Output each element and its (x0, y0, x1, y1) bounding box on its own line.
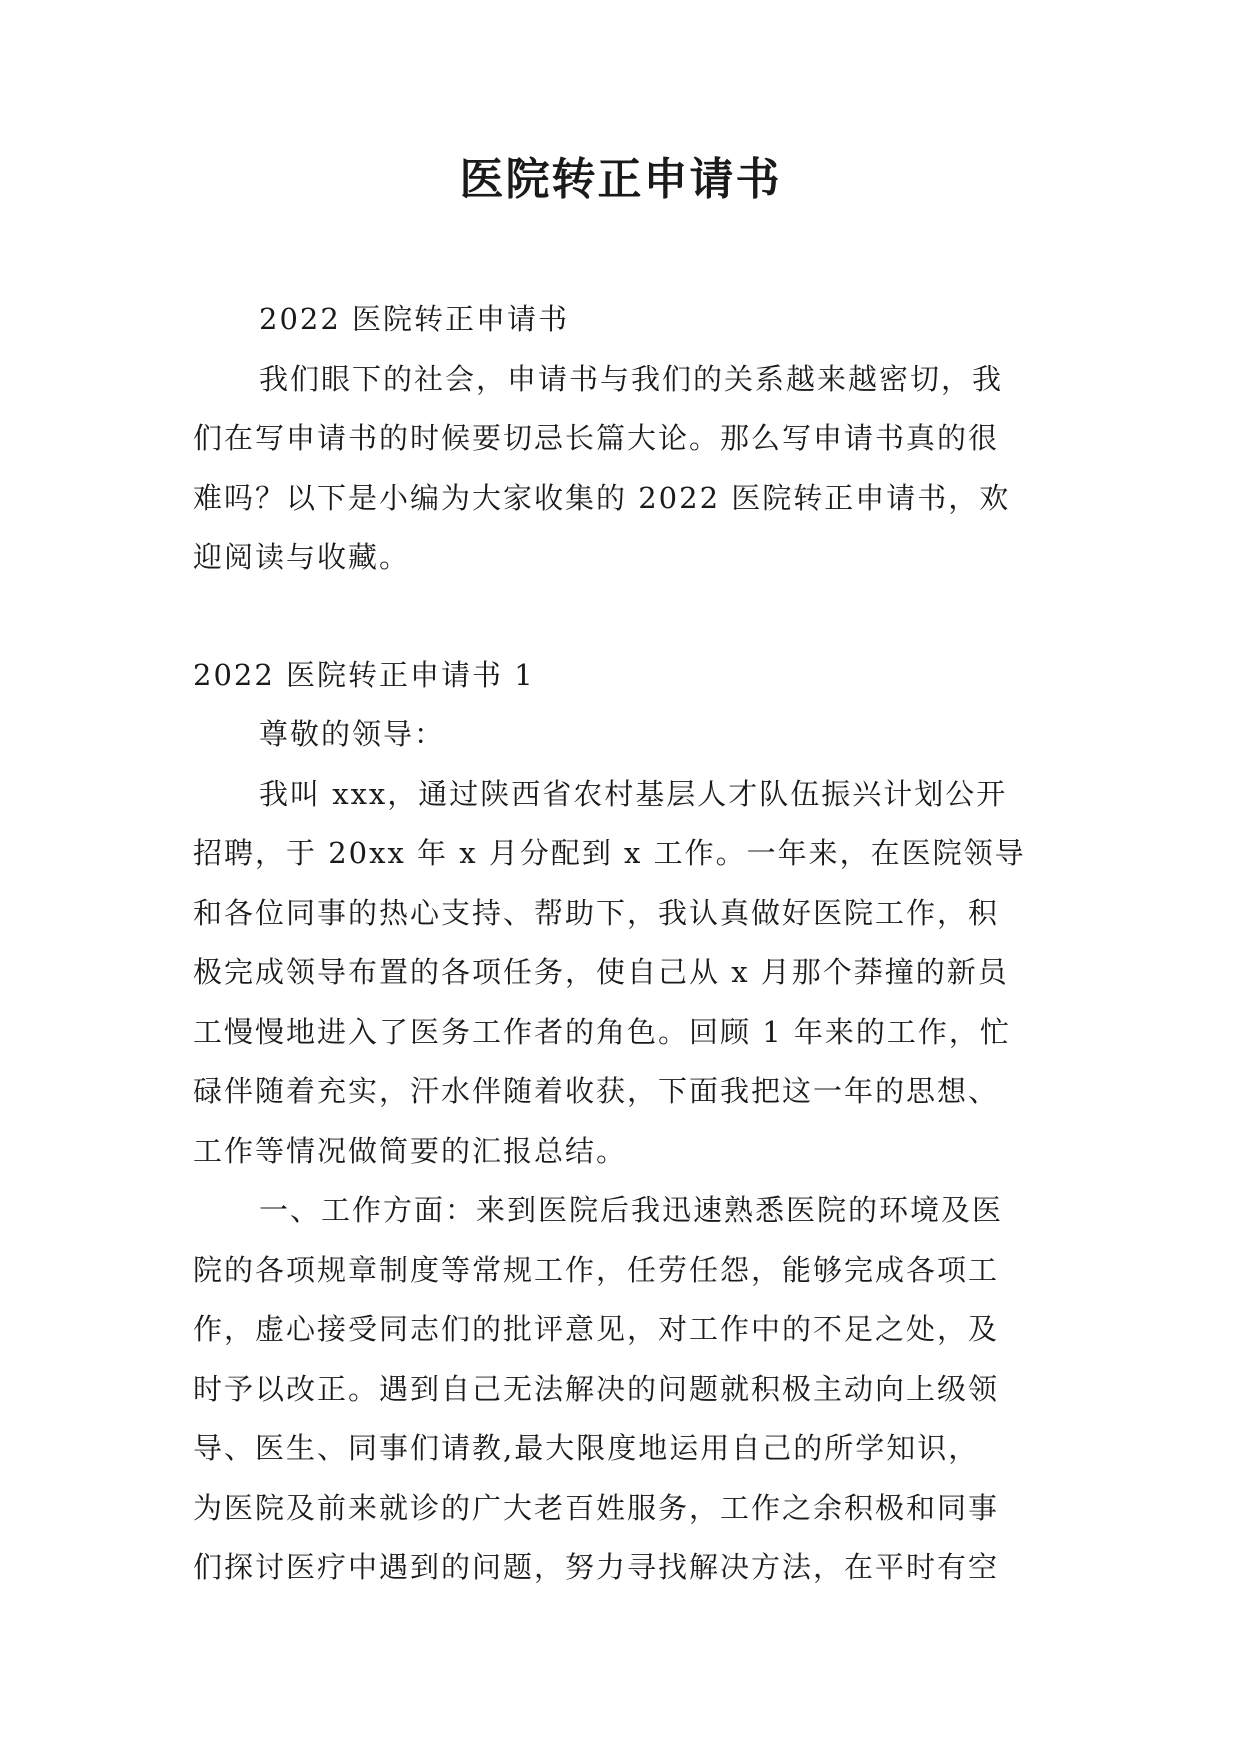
text-line: 们探讨医疗中遇到的问题，努力寻找解决方法，在平时有空 (193, 1550, 1000, 1584)
text-line: 我叫 xxx，通过陕西省农村基层人才队伍振兴计划公开 (259, 776, 1008, 811)
document-title: 医院转正申请书 (459, 154, 782, 205)
text-line: 迎阅读与收藏。 (193, 540, 411, 574)
section-heading: 2022 医院转正申请书 1 (193, 657, 535, 692)
text-line: 作，虚心接受同志们的批评意见，对工作中的不足之处，及 (193, 1312, 1000, 1346)
intro-paragraph (193, 350, 1053, 588)
text-line: 们在写申请书的时候要切忌长篇大论。那么写申请书真的很 (193, 421, 1000, 455)
text-line: 碌伴随着充实，汗水伴随着收获，下面我把这一年的思想、 (193, 1074, 1000, 1108)
text-line: 院的各项规章制度等常规工作，任劳任怨，能够完成各项工 (193, 1252, 1000, 1287)
text-line: 工作等情况做简要的汇报总结。 (193, 1133, 628, 1168)
subtitle: 2022 医院转正申请书 (259, 302, 570, 336)
text-line: 导、医生、同事们请教,最大限度地运用自己的所学知识， (193, 1431, 980, 1465)
paragraph-2 (193, 1181, 1053, 1598)
paragraph-1 (193, 765, 1053, 1182)
document-body (193, 290, 1053, 1598)
text-line: 招聘，于 20xx 年 x 月分配到 x 工作。一年来，在医院领导 (193, 836, 1026, 870)
text-line: 难吗？以下是小编为大家收集的 2022 医院转正申请书，欢 (193, 480, 1011, 515)
text-line: 极完成领导布置的各项任务，使自己从 x 月那个莽撞的新员 (193, 955, 1009, 989)
text-line: 一、工作方面：来到医院后我迅速熟悉医院的环境及医 (259, 1193, 1004, 1227)
text-line: 时予以改正。遇到自己无法解决的问题就积极主动向上级领 (193, 1371, 1000, 1406)
text-line: 为医院及前来就诊的广大老百姓服务，工作之余积极和同事 (193, 1490, 1000, 1525)
text-line: 和各位同事的热心支持、帮助下，我认真做好医院工作，积 (193, 895, 1000, 930)
text-line: 工慢慢地进入了医务工作者的角色。回顾 1 年来的工作，忙 (193, 1014, 1011, 1049)
text-line: 我们眼下的社会，申请书与我们的关系越来越密切，我 (259, 361, 1004, 396)
salutation: 尊敬的领导： (259, 717, 446, 751)
